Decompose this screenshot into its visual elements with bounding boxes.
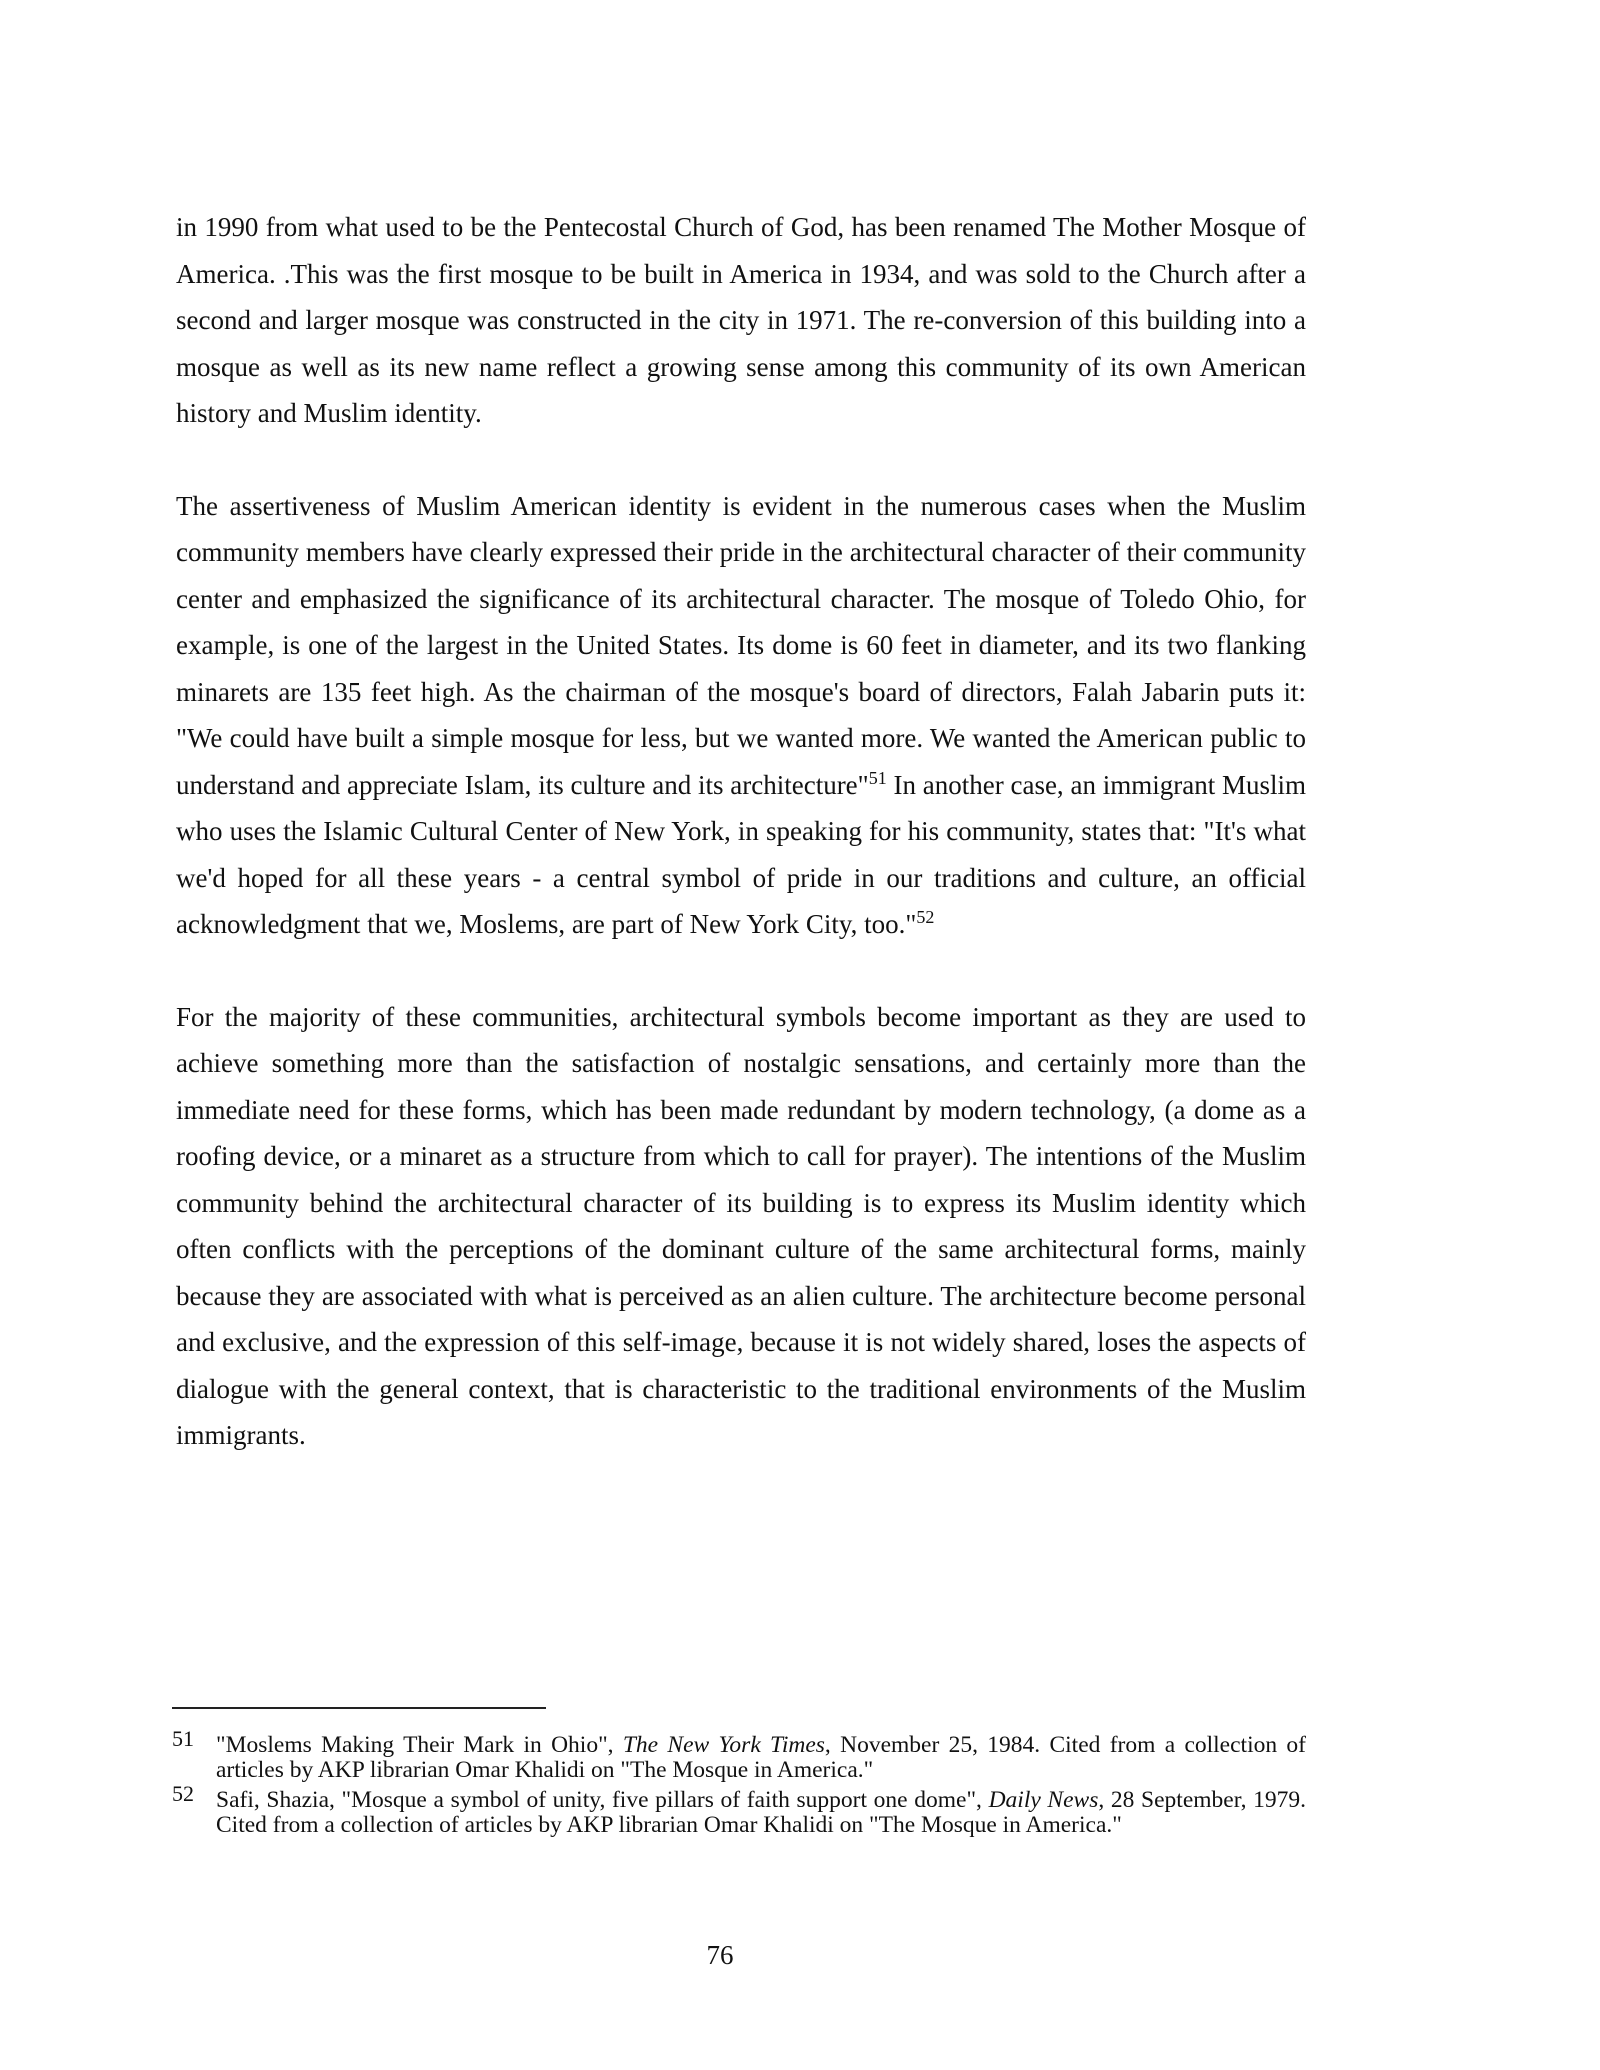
footnotes	[172, 1726, 1306, 1843]
footnote-52	[172, 1781, 1306, 1838]
paragraph-2-part-b: In another case, an immigrant Muslim who uses the Islamic Cultural Center of New York, in speaking for his community, states that: "It's what we'd hoped for all these years - a central symbol of pride in our traditions and culture, an official acknowledgment that we, Moslems, are part of New York City, too."	[176, 769, 1306, 939]
footnote-ref-51[interactable]: 51	[868, 767, 887, 788]
footnote-details: , 28 September, 1979. Cited from a collection of articles by AKP librarian Omar Khalidi on "The Mosque in America."	[216, 1787, 1306, 1838]
footnote-number: 51	[172, 1726, 194, 1751]
paragraph-1: in 1990 from what used to be the Pentecostal Church of God, has been renamed The Mother Mosque of America. .This was the first mosque to be built in America in 1934, and was sold to the Church after a second and larger mosque was constructed in the city in 1971. The re-conversion of this building into a mosque as well as its new name reflect a growing sense among this community of its own American history and Muslim identity.	[176, 212, 1306, 428]
paragraph-2	[176, 483, 1306, 948]
footnote-title: "Moslems Making Their Mark in Ohio",	[216, 1732, 623, 1758]
footnote-publication: The New York Times	[622, 1732, 825, 1758]
footnote-number: 52	[172, 1781, 194, 1806]
footnote-text	[216, 1733, 1306, 1782]
paragraph-2-part-a: The assertiveness of Muslim American identity is evident in the numerous cases when the Muslim community members have clearly expressed their pride in the architectural character of their community center and emphasized the significance of its architectural character. The mosque of Toledo Ohio, for example, is one of the largest in the United States. Its dome is 60 feet in diameter, and its two flanking minarets are 135 feet high. As the chairman of the mosque's board of directors, Falah Jabarin puts it: "We could have built a simple mosque for less, but we wanted more. We wanted the American public to understand and appreciate Islam, its culture and its architecture"	[176, 490, 1306, 800]
paragraph-3: For the majority of these communities, architectural symbols become important as they are used to achieve something more than the satisfaction of nostalgic sensations, and certainly more than the immediate need for these forms, which has been made redundant by modern technology, (a dome as a roofing device, or a minaret as a structure from which to call for prayer). The intentions of the Muslim community behind the architectural character of its building is to express its Muslim identity which often conflicts with the perceptions of the dominant culture of the same architectural forms, mainly because they are associated with what is perceived as an alien culture. The architecture become personal and exclusive, and the expression of this self-image, because it is not widely shared, loses the aspects of dialogue with the general context, that is characteristic to the traditional environments of the Muslim immigrants.	[176, 1001, 1306, 1450]
footnote-51	[172, 1726, 1306, 1783]
footnote-publication: Daily News	[988, 1787, 1099, 1813]
footnote-divider	[172, 1707, 546, 1709]
page-number: 76	[706, 1940, 734, 1970]
footnote-text	[216, 1788, 1306, 1837]
footnote-ref-52[interactable]: 52	[916, 907, 935, 927]
footnote-title: Safi, Shazia, "Mosque a symbol of unity, five pillars of faith support one dome",	[216, 1787, 989, 1813]
document-body	[176, 204, 1306, 1505]
footnote-details: , November 25, 1984. Cited from a collection of articles by AKP librarian Omar Khalidi on "The Mosque in America."	[216, 1732, 1306, 1783]
